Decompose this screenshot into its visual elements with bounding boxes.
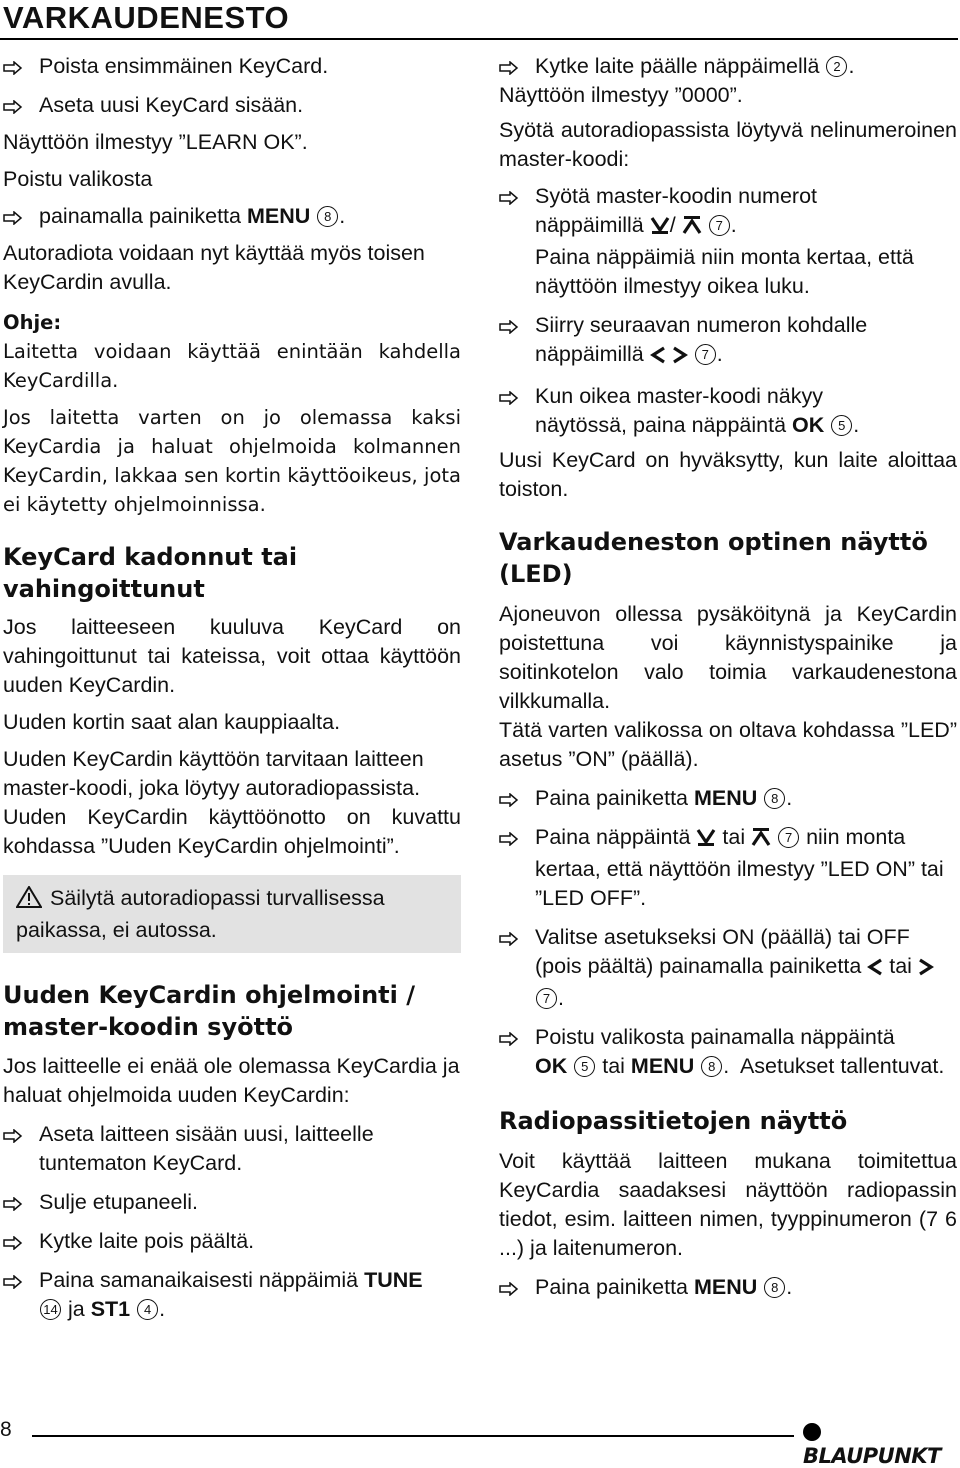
text-enter-master-code: Syötä autoradiopassista löytyvä nelinumeroinen master-koodi: (499, 118, 957, 171)
arrow-icon (499, 61, 519, 75)
brand-logo: BLAUPUNKT (803, 1420, 960, 1468)
arrow-icon (499, 932, 519, 946)
key-number-badge: 8 (317, 206, 338, 227)
menu-key-label: MENU (693, 1275, 758, 1299)
menu-key-label: MENU (246, 204, 311, 228)
up-key-icon (682, 214, 702, 243)
title-rule (0, 38, 958, 40)
down-key-icon (650, 214, 670, 243)
section-heading-lost-keycard: KeyCard kadonnut tai vahingoittunut (3, 543, 298, 603)
st1-key-label: ST1 (90, 1297, 131, 1321)
step-remove-first-keycard: Poista ensimmäinen KeyCard. (3, 52, 461, 81)
text-lost-keycard: Jos laitteeseen kuuluva KeyCard on vahingoittunut tai kateissa, voit ottaa käyttöön uuden KeyCardin. (3, 615, 461, 697)
text-master-code-required: Uuden KeyCardin käyttöön tarvitaan laitteen master-koodi, joka löytyy autoradiopassista. (3, 747, 424, 800)
key-number-badge: 8 (764, 788, 785, 809)
arrow-icon (3, 100, 23, 114)
down-key-icon (696, 826, 716, 855)
key-number-badge: 5 (831, 415, 852, 436)
key-number-badge: 8 (701, 1056, 722, 1077)
arrow-icon (499, 793, 519, 807)
arrow-icon (3, 1275, 23, 1289)
arrow-icon (499, 391, 519, 405)
page-title: VARKAUDENESTO (3, 0, 290, 35)
arrow-icon (499, 832, 519, 846)
text-no-keycard: Jos laitteelle ei enää ole olemassa KeyCardia ja haluat ohjelmoida uuden KeyCardin: (3, 1054, 460, 1107)
arrow-icon (499, 1032, 519, 1046)
key-number-badge: 14 (40, 1299, 61, 1320)
left-column (3, 52, 461, 1324)
step-next-digit: Siirry seuraavan numeron kohdalle näppäimillä 7 . (499, 311, 957, 372)
note-text-2: Jos laitetta varten on jo olemassa kaksi KeyCardia ja haluat ohjelmoida kolmannen KeyCardin, lakkaa sen kortin käyttöoikeus, jota ei käytetty ohjelmoinnissa. (3, 406, 461, 516)
key-number-badge: 5 (574, 1056, 595, 1077)
menu-key-label: MENU (693, 786, 758, 810)
text-keycard-accepted: Uusi KeyCard on hyväksytty, kun laite aloittaa toiston. (499, 448, 957, 501)
footer-rule (32, 1435, 794, 1437)
section-heading-led: Varkaudeneston optinen näyttö (LED) (499, 528, 928, 588)
arrow-icon (3, 1236, 23, 1250)
text-learn-ok: Näyttöön ilmestyy ”LEARN OK”. (3, 130, 308, 154)
text-see-section: Uuden KeyCardin käyttöönotto on kuvattu kohdassa ”Uuden KeyCardin ohjelmointi”. (3, 805, 461, 858)
step-enter-digits: Syötä master-koodin numerot näppäimillä / 7 . Paina näppäimiä niin monta kertaa, että näyttöön ilmestyy oikea luku. (499, 182, 957, 301)
left-key-icon (867, 955, 883, 984)
text-display-0000: Näyttöön ilmestyy ”0000”. (499, 83, 743, 107)
note-label: Ohje: (3, 311, 62, 334)
key-number-badge: 2 (826, 56, 847, 77)
note-text: Laitetta voidaan käyttää enintään kahdella KeyCardilla. (3, 340, 461, 392)
section-heading-radio-pass: Radiopassitietojen näyttö (499, 1107, 848, 1135)
arrow-icon (3, 211, 23, 225)
key-number-badge: 7 (709, 215, 730, 236)
key-number-badge: 7 (778, 827, 799, 848)
menu-key-label: MENU (630, 1054, 695, 1078)
warning-icon (16, 886, 42, 916)
brand-dot-icon (803, 1423, 821, 1441)
arrow-icon (3, 1197, 23, 1211)
note-block (3, 308, 461, 519)
text-led-description: Ajoneuvon ollessa pysäköitynä ja KeyCardin poistettuna voi käynnistyspainike ja soitinkotelon valo toimia varkaudenestona vilkkumalla. (499, 602, 957, 713)
step-insert-new-keycard: Aseta uusi KeyCard sisään. (3, 91, 461, 120)
right-column (499, 52, 957, 1302)
left-key-icon (650, 343, 666, 372)
section-heading-programming: Uuden KeyCardin ohjelmointi / master-koodin syöttö (3, 981, 415, 1041)
step-close-front-panel: Sulje etupaneeli. (3, 1188, 461, 1217)
text-dealer: Uuden kortin saat alan kauppiaalta. (3, 710, 341, 734)
text-second-keycard: Autoradiota voidaan nyt käyttää myös toisen KeyCardin avulla. (3, 241, 425, 294)
step-confirm-ok: Kun oikea master-koodi näkyy näytössä, paina näppäintä OK 5 . (499, 382, 957, 440)
ok-key-label: OK (792, 413, 825, 437)
right-key-icon (672, 343, 688, 372)
step-switch-on: Kytke laite päälle näppäimellä 2 . (499, 52, 957, 81)
text-led-setting: Tätä varten valikossa on oltava kohdassa ”LED” asetus ”ON” (päällä). (499, 718, 957, 771)
step-press-menu: painamalla painiketta MENU 8 . (3, 202, 461, 231)
step-select-led: Paina näppäintä tai 7 niin monta kertaa, että näyttöön ilmestyy ”LED ON” tai ”LED OFF”. (499, 823, 957, 913)
text-exit-menu: Poistu valikosta (3, 167, 153, 191)
key-number-badge: 7 (695, 344, 716, 365)
arrow-icon (499, 1282, 519, 1296)
page-number: 8 (0, 1418, 12, 1441)
step-insert-unknown-keycard: Aseta laitteen sisään uusi, laitteelle tuntematon KeyCard. (3, 1120, 461, 1178)
ok-key-label: OK (535, 1054, 568, 1078)
up-key-icon (751, 826, 771, 855)
step-switch-off: Kytke laite pois päältä. (3, 1227, 461, 1256)
step-press-menu-led: Paina painiketta MENU 8 . (499, 784, 957, 813)
step-press-tune-st1: Paina samanaikaisesti näppäimiä TUNE 14 ja ST1 4 . (3, 1266, 461, 1324)
arrow-icon (499, 191, 519, 205)
key-number-badge: 8 (764, 1277, 785, 1298)
step-press-menu-pass: Paina painiketta MENU 8 . (499, 1273, 957, 1302)
step-exit-menu: Poistu valikosta painamalla näppäintä OK 5 tai MENU 8 . Asetukset tallentuvat. (499, 1023, 957, 1081)
tune-key-label: TUNE (364, 1268, 423, 1292)
step-choose-on-off: Valitse asetukseksi ON (päällä) tai OFF (pois päältä) painamalla painiketta tai 7 . (499, 923, 957, 1013)
arrow-icon (3, 1129, 23, 1143)
warning-box: Säilytä autoradiopassi turvallisessa paikassa, ei autossa. (3, 875, 461, 953)
key-number-badge: 4 (137, 1299, 158, 1320)
key-number-badge: 7 (536, 988, 557, 1009)
arrow-icon (499, 320, 519, 334)
right-key-icon (918, 955, 934, 984)
arrow-icon (3, 61, 23, 75)
text-radio-pass-info: Voit käyttää laitteen mukana toimitettua KeyCardia saadaksesi näyttöön radiopassin tiedot, esim. laitteen nimen, tyyppinumeron (7 6 ...) ja laitenumeron. (499, 1149, 957, 1260)
